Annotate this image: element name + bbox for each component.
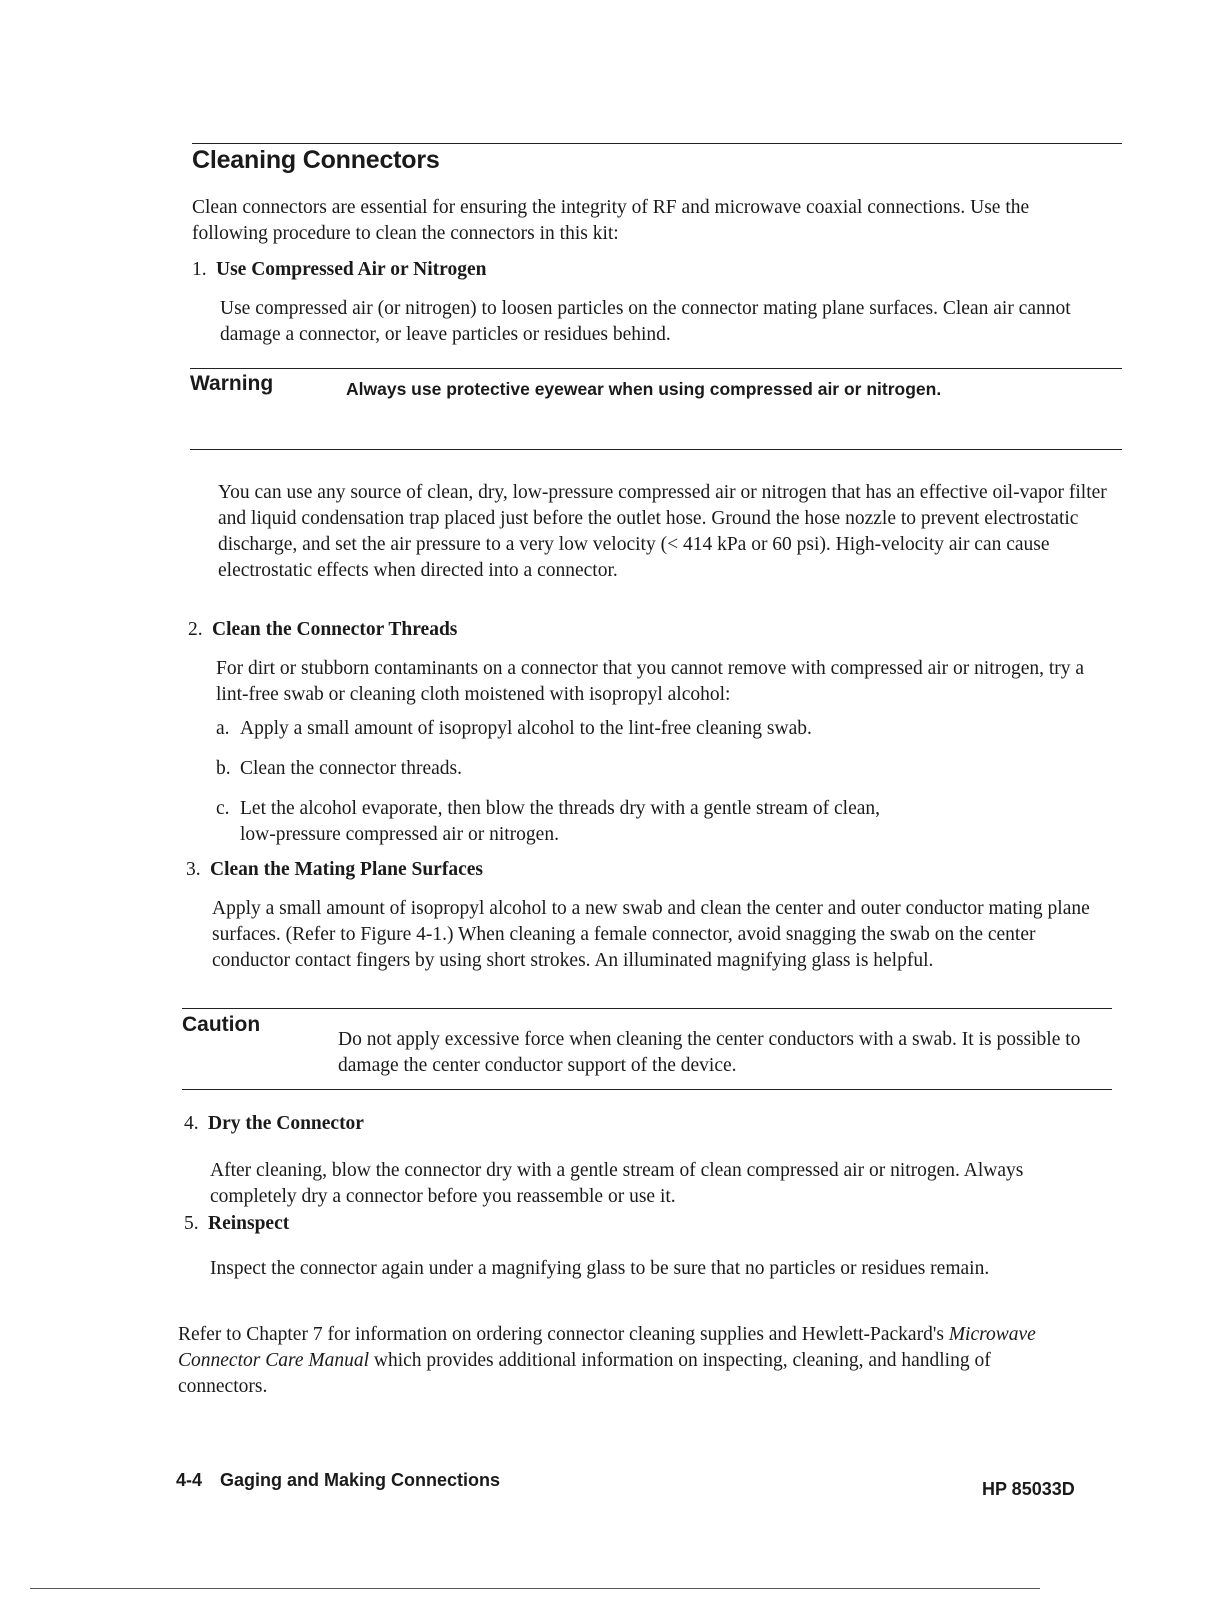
chapter-title: Gaging and Making Connections <box>220 1470 501 1490</box>
scan-edge-line <box>30 1588 1040 1589</box>
section-top-rule <box>192 143 1122 144</box>
caution-label: Caution <box>182 1013 261 1036</box>
step-3-title: Clean the Mating Plane Surfaces <box>210 859 483 880</box>
substep-b <box>216 756 1116 782</box>
step-2-paragraph: For dirt or stubborn contaminants on a connector that you cannot remove with compressed air or nitrogen, try a lint-free swab or cleaning cloth moistened with isopropyl alcohol: <box>216 658 1085 705</box>
substep-b-letter: b. <box>216 758 231 779</box>
step-2-title: Clean the Connector Threads <box>212 619 458 640</box>
step-4-paragraph: After cleaning, blow the connector dry with a gentle stream of clean compressed air or nitrogen. Always completely dry a connector before you reassemble or use it. <box>210 1160 1024 1207</box>
caution-bottom-rule <box>182 1089 1112 1090</box>
step-3-heading <box>186 857 483 883</box>
closing-text-before: Refer to Chapter 7 for information on ordering connector cleaning supplies and Hewlett-Packard's <box>178 1324 949 1345</box>
step-3-paragraph: Apply a small amount of isopropyl alcohol to a new swab and clean the center and outer conductor mating plane surfaces. (Refer to Figure 4-1.) When cleaning a female connector, avoid snagging the swab on the center conductor contact fingers by using short strokes. An illuminated magnifying glass is helpful. <box>212 898 1090 971</box>
step-2-heading <box>188 617 457 643</box>
step-1-paragraph-1: Use compressed air (or nitrogen) to loosen particles on the connector mating plane surfaces. Clean air cannot damage a connector, or leave particles or residues behind. <box>220 298 1071 345</box>
substep-a-text: Apply a small amount of isopropyl alcohol to the lint-free cleaning swab. <box>240 718 812 739</box>
warning-top-rule <box>190 368 1122 369</box>
substep-c-letter: c. <box>216 798 230 819</box>
caution-text: Do not apply excessive force when cleaning the center conductors with a swab. It is possible to damage the center conductor support of the device. <box>338 1029 1081 1076</box>
step-5-paragraph: Inspect the connector again under a magnifying glass to be sure that no particles or residues remain. <box>210 1258 990 1279</box>
step-3-number: 3. <box>186 859 201 880</box>
step-1-number: 1. <box>192 259 207 280</box>
warning-bottom-rule <box>190 449 1122 450</box>
step-5-title: Reinspect <box>208 1213 290 1234</box>
substep-b-text: Clean the connector threads. <box>240 758 462 779</box>
care-manual-title: Microwave Connector Care Manual <box>178 1324 1036 1371</box>
caution-top-rule <box>182 1008 1112 1009</box>
step-2-number: 2. <box>188 619 203 640</box>
step-4-title: Dry the Connector <box>208 1113 364 1134</box>
substep-c-text-1: Let the alcohol evaporate, then blow the threads dry with a gentle stream of clean, <box>240 798 881 819</box>
step-4-heading <box>184 1111 364 1137</box>
page-number: 4-4 <box>176 1470 203 1490</box>
step-1-title: Use Compressed Air or Nitrogen <box>216 259 487 280</box>
intro-paragraph: Clean connectors are essential for ensuring the integrity of RF and microwave coaxial connections. Use the following procedure to clean the connectors in this kit: <box>192 197 1030 244</box>
warning-label: Warning <box>190 372 274 395</box>
step-1-paragraph-2: You can use any source of clean, dry, low-pressure compressed air or nitrogen that has an effective oil-vapor filter and liquid condensation trap placed just before the outlet hose. Ground the hose nozzle to prevent electrostatic discharge, and set the air pressure to a very low velocity (< 414 kPa or 60 psi). High-velocity air can cause electrostatic effects when directed into a connector. <box>218 482 1107 581</box>
step-5-number: 5. <box>184 1213 199 1234</box>
closing-text-after: which provides additional information on inspecting, cleaning, and handling of connectors. <box>178 1350 991 1397</box>
step-5-heading <box>184 1211 289 1237</box>
substep-c-text-2: low-pressure compressed air or nitrogen. <box>240 824 559 845</box>
substep-c <box>216 796 1116 848</box>
page-footer-left <box>176 1470 500 1491</box>
step-4-number: 4. <box>184 1113 199 1134</box>
step-1-heading <box>192 257 486 283</box>
substep-a <box>216 716 1116 742</box>
warning-text: Always use protective eyewear when using compressed air or nitrogen. <box>346 379 942 399</box>
closing-paragraph <box>178 1322 1058 1400</box>
product-name: HP 85033D <box>982 1479 1075 1499</box>
substep-a-letter: a. <box>216 718 230 739</box>
section-title: Cleaning Connectors <box>192 146 440 174</box>
